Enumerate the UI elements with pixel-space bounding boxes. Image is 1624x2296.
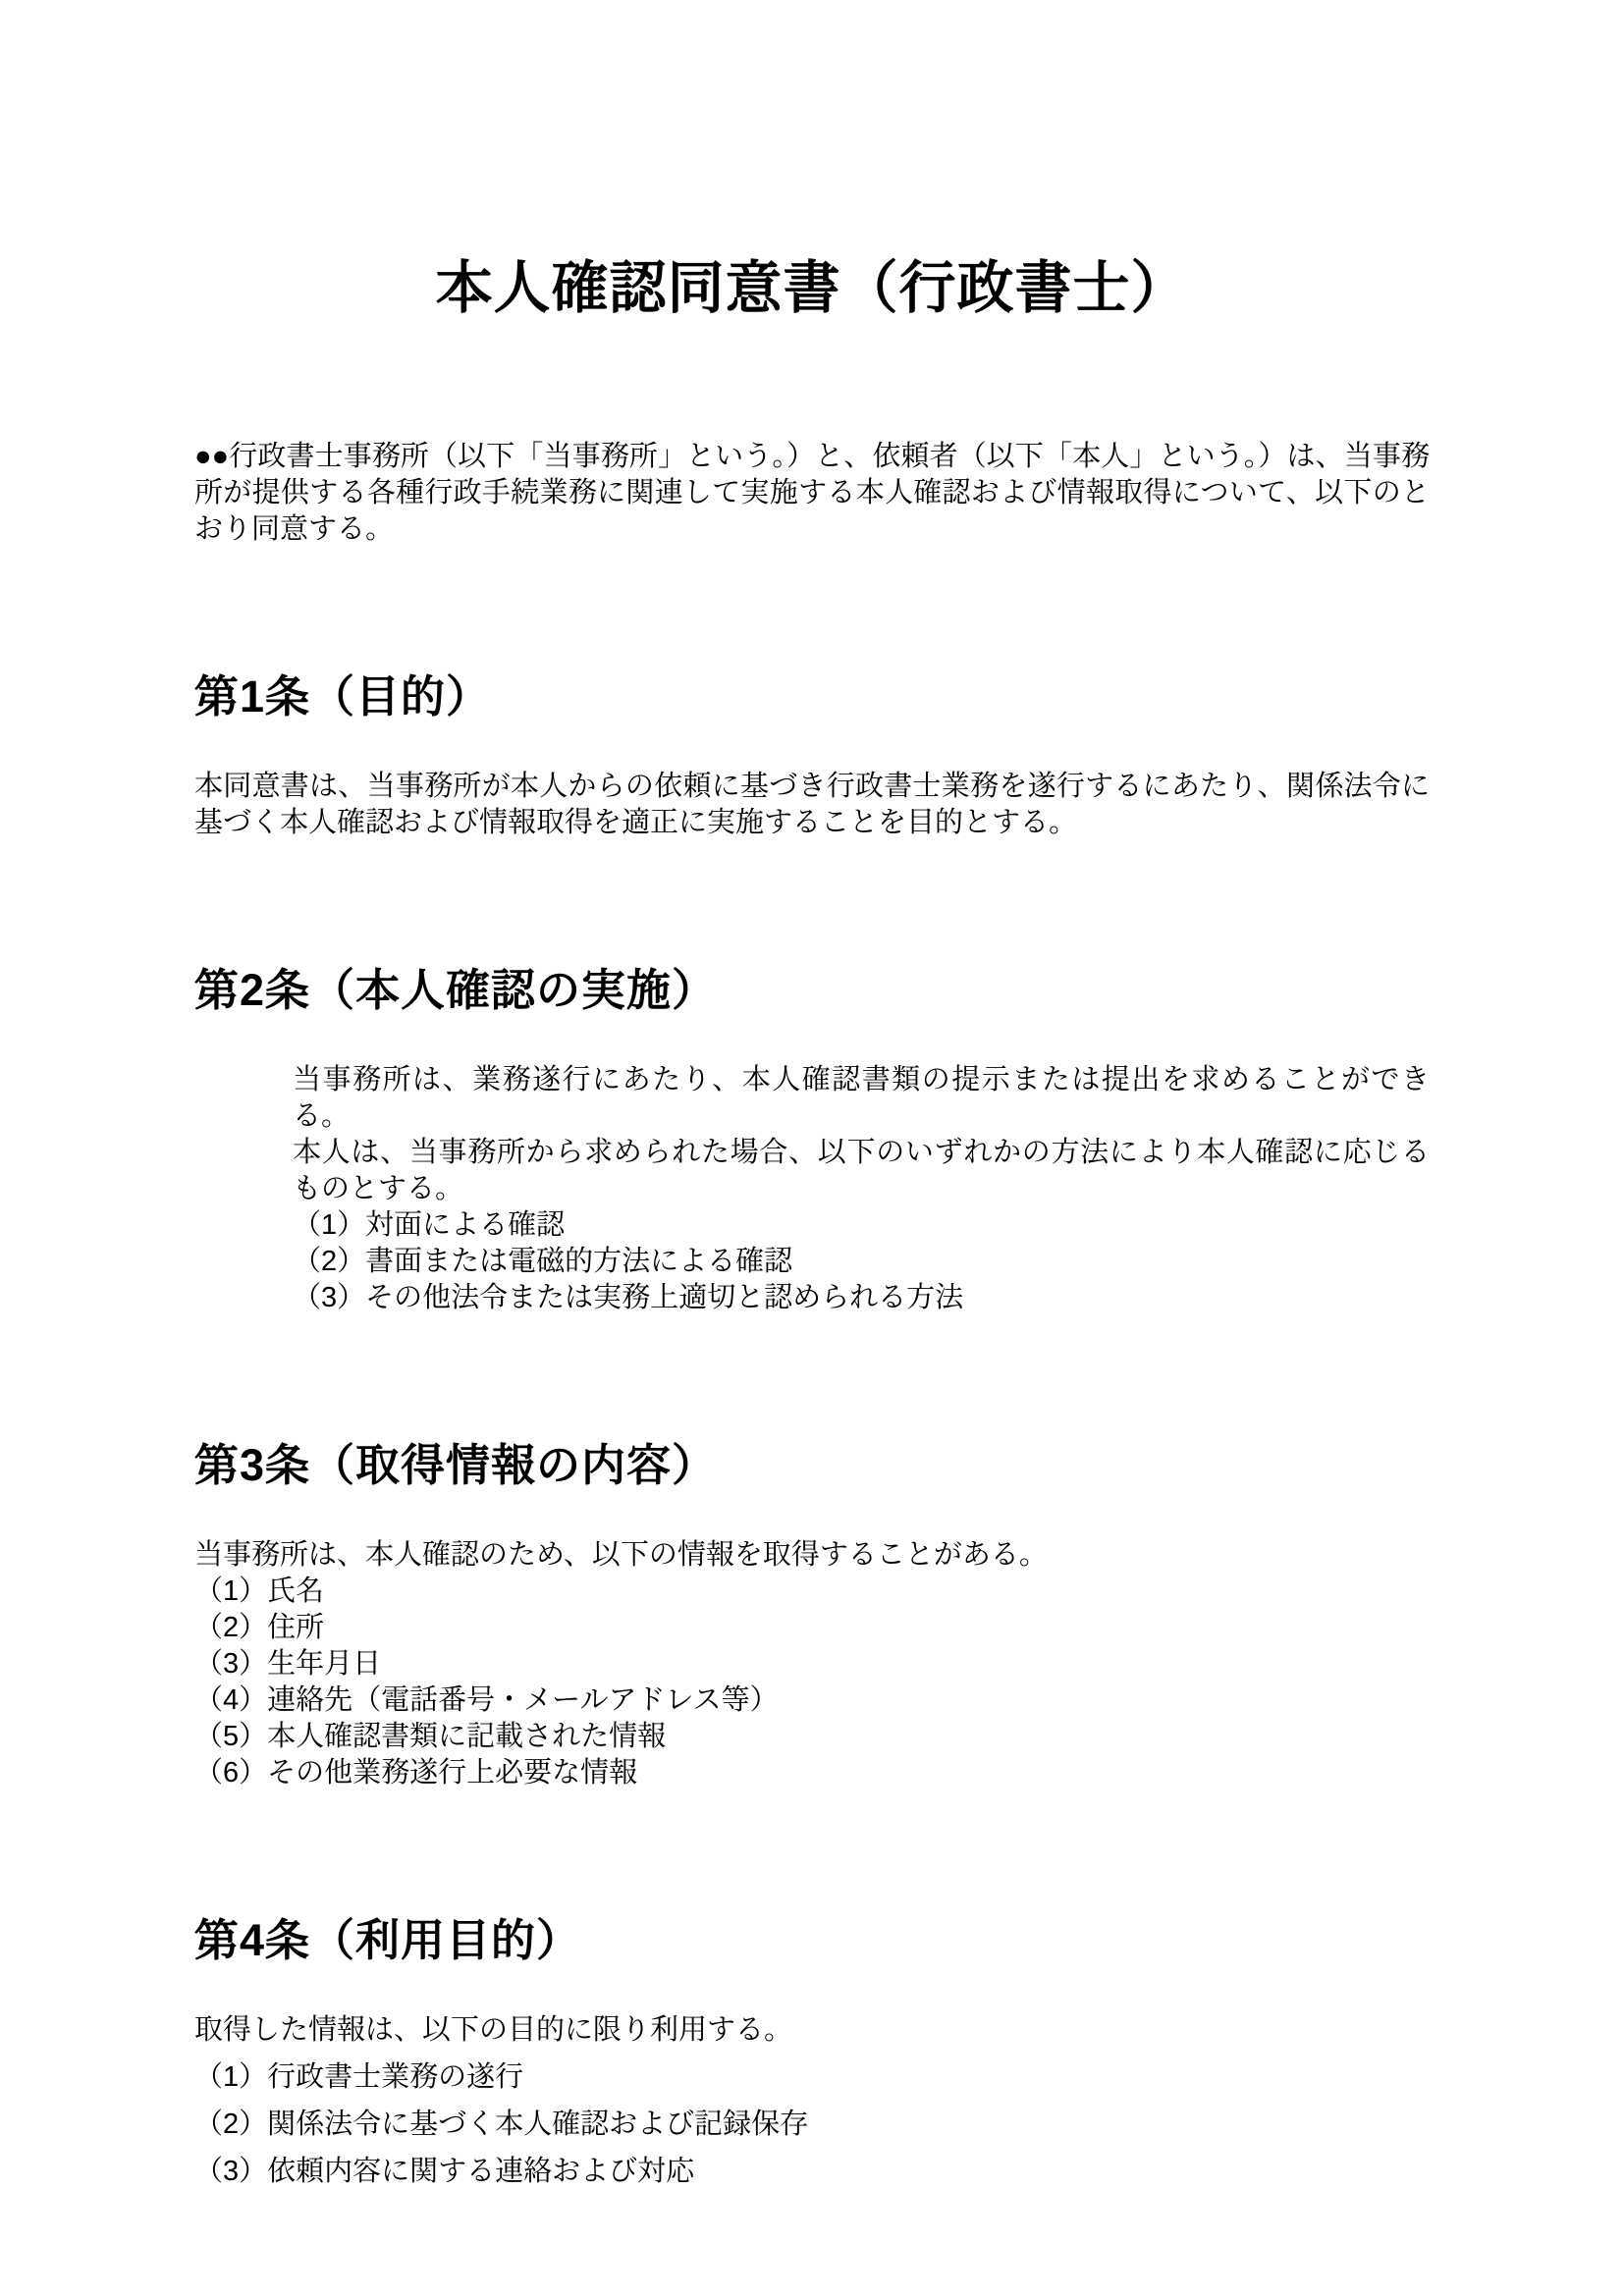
intro-paragraph: ●●行政書士事務所（以下「当事務所」という。）と、依頼者（以下「本人」という。）は、当事務所が提供する各種行政手続業務に関連して実施する本人確認および情報取得について、以下のとおり同意する。 [194,440,1430,545]
list-item: （1）行政書士業務の遂行 [194,2060,524,2093]
list-item: （3）依頼内容に関する連絡および対応 [194,2155,695,2187]
list-item: （3）その他法令または実務上適切と認められる方法 [293,1281,964,1313]
article-3-body [194,1537,1430,1791]
list-item: （1）氏名 [194,1575,325,1607]
section-article-1 [194,670,1430,841]
article-2-heading: 第2条（本人確認の実施） [194,964,718,1015]
list-item: （4）連絡先（電話番号・メールアドレス等） [194,1683,779,1716]
article-2-body [293,1062,1430,1316]
article-4-paragraph: 取得した情報は、以下の目的に限り利用する。 [194,2013,793,2046]
article-2-paragraph-2: 本人は、当事務所から求められた場合、以下のいずれかの方法により本人確認に応じるものとする。 [293,1136,1430,1204]
article-2-paragraph-1: 当事務所は、業務遂行にあたり、本人確認書類の提示または提出を求めることができる。 [293,1063,1430,1132]
article-1-body [194,769,1430,841]
article-3-heading: 第3条（取得情報の内容） [194,1439,718,1490]
list-item: （6）その他業務遂行上必要な情報 [194,1756,638,1789]
article-2-item-list [293,1207,1430,1316]
list-item: （3）生年月日 [194,1647,382,1680]
list-item: （2）書面または電磁的方法による確認 [293,1245,793,1277]
section-article-2 [194,964,1430,1316]
document-title: 本人確認同意書（行政書士） [435,256,1189,320]
article-1-heading: 第1条（目的） [194,670,492,721]
article-4-body [194,2012,1430,2190]
list-item: （2）住所 [194,1611,325,1643]
list-item: （5）本人確認書類に記載された情報 [194,1720,667,1752]
article-3-paragraph: 当事務所は、本人確認のため、以下の情報を取得することがある。 [194,1538,1048,1571]
section-article-4 [194,1914,1430,2190]
article-1-paragraph: 本同意書は、当事務所が本人からの依頼に基づき行政書士業務を遂行するにあたり、関係法令に基づく本人確認および情報取得を適正に実施することを目的とする。 [194,770,1430,838]
list-item: （1）対面による確認 [293,1208,566,1241]
article-3-item-list [194,1574,1430,1791]
section-article-3 [194,1439,1430,1791]
article-4-heading: 第4条（利用目的） [194,1914,582,1965]
list-item: （2）関係法令に基づく本人確認および記録保存 [194,2108,809,2140]
article-4-item-list [194,2059,1430,2190]
